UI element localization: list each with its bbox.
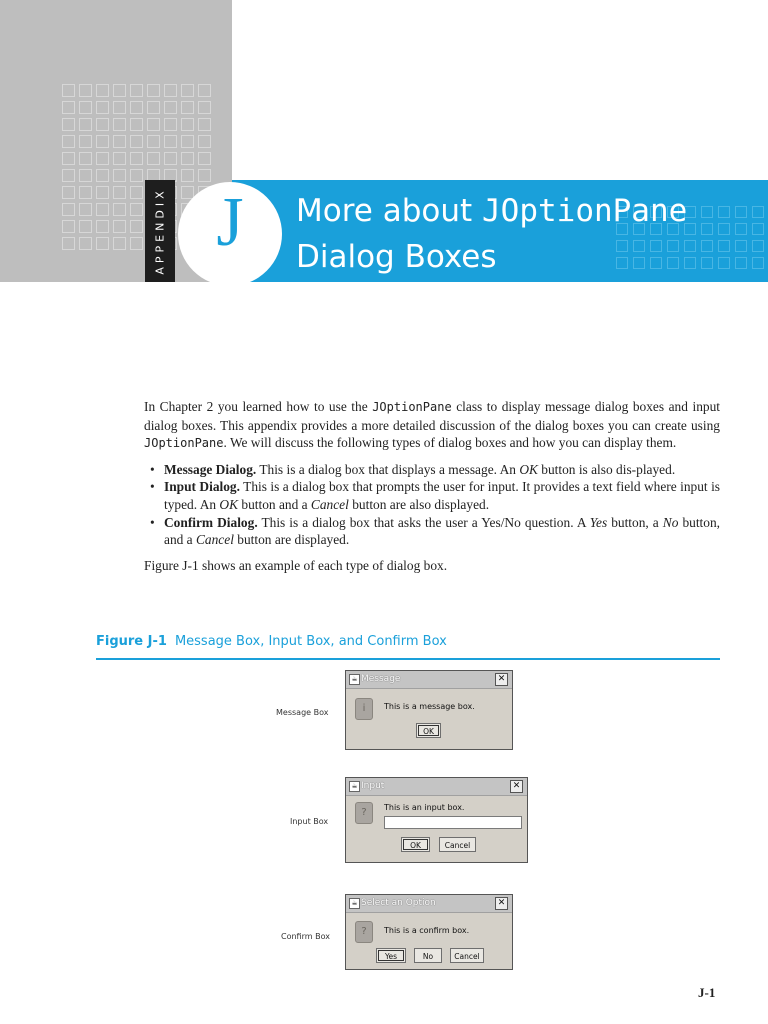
decorative-square bbox=[113, 169, 126, 182]
appendix-tab bbox=[145, 180, 175, 282]
decorative-square bbox=[96, 152, 109, 165]
list-text: This is a dialog box that prompts the user for input. It provides a text field where input is typed. An bbox=[164, 479, 721, 512]
java-cup-icon: ☕ bbox=[349, 674, 360, 685]
decorative-square bbox=[147, 135, 160, 148]
list-text: This is a dialog box that asks the user a Yes/No question. A bbox=[257, 514, 590, 530]
chapter-title-line-2: Dialog Boxes bbox=[296, 239, 497, 275]
decorative-square bbox=[62, 84, 75, 97]
decorative-square bbox=[113, 152, 126, 165]
text-input-field[interactable] bbox=[384, 816, 522, 829]
decorative-square bbox=[752, 223, 764, 235]
decorative-square bbox=[113, 135, 126, 148]
decorative-square bbox=[164, 84, 177, 97]
decorative-square bbox=[198, 169, 211, 182]
decorative-square bbox=[79, 84, 92, 97]
list-text: button, and a bbox=[164, 514, 721, 548]
list-text: button are also displayed. bbox=[348, 496, 490, 512]
decorative-square bbox=[130, 118, 143, 131]
decorative-square bbox=[79, 203, 92, 216]
decorative-square bbox=[735, 257, 747, 269]
decorative-square bbox=[130, 203, 143, 216]
decorative-square bbox=[164, 118, 177, 131]
appendix-letter-badge bbox=[178, 182, 282, 286]
decorative-square bbox=[181, 118, 194, 131]
cancel-button[interactable]: Cancel bbox=[450, 948, 484, 963]
decorative-square bbox=[79, 186, 92, 199]
decorative-square bbox=[62, 152, 75, 165]
list-emphasis: Cancel bbox=[195, 532, 234, 548]
decorative-square bbox=[147, 152, 160, 165]
list-item-input-dialog bbox=[164, 478, 720, 513]
decorative-square bbox=[718, 206, 730, 218]
chapter-title-line-1 bbox=[296, 188, 687, 234]
decorative-square bbox=[96, 203, 109, 216]
decorative-square bbox=[752, 240, 764, 252]
closing-paragraph: Figure J-1 shows an example of each type of dialog box. bbox=[144, 557, 448, 573]
dialog-types-list bbox=[144, 461, 720, 549]
dialog-message: This is an input box. bbox=[384, 803, 465, 812]
appendix-label: APPENDIX bbox=[153, 187, 167, 275]
figure-caption-text: Message Box, Input Box, and Confirm Box bbox=[174, 634, 447, 649]
list-emphasis: OK bbox=[519, 461, 538, 477]
decorative-square bbox=[718, 240, 730, 252]
decorative-square bbox=[130, 84, 143, 97]
title-code: JOptionPane bbox=[482, 193, 688, 229]
list-term: Message Dialog. bbox=[164, 461, 257, 477]
decorative-square bbox=[62, 135, 75, 148]
decorative-square bbox=[130, 152, 143, 165]
list-text: This is a dialog box that displays a message. An bbox=[256, 461, 520, 477]
list-item-message-dialog bbox=[164, 461, 720, 479]
list-item-confirm-dialog bbox=[164, 514, 720, 549]
decorative-square bbox=[62, 203, 75, 216]
dialog-titlebar bbox=[346, 895, 512, 913]
question-icon: ? bbox=[355, 802, 373, 824]
decorative-square bbox=[130, 220, 143, 233]
dialog-title: Input bbox=[361, 781, 385, 791]
intro-text-b: class to display message dialog boxes and input dialog boxes. This appendix provides a more detailed discussion of the dialog boxes you can create using bbox=[144, 399, 721, 433]
chapter-title bbox=[296, 188, 687, 280]
decorative-square bbox=[130, 237, 143, 250]
list-term: Confirm Dialog. bbox=[164, 514, 258, 530]
intro-text-a: In Chapter 2 you learned how to use the bbox=[144, 399, 373, 414]
decorative-square bbox=[79, 220, 92, 233]
decorative-square bbox=[96, 118, 109, 131]
decorative-square bbox=[718, 257, 730, 269]
decorative-square bbox=[113, 84, 126, 97]
cancel-button[interactable]: Cancel bbox=[439, 837, 476, 852]
decorative-square bbox=[164, 101, 177, 114]
question-icon: ? bbox=[355, 921, 373, 943]
list-text: button is also dis-played. bbox=[537, 461, 676, 477]
decorative-square bbox=[130, 186, 143, 199]
decorative-square bbox=[735, 240, 747, 252]
no-button[interactable]: No bbox=[414, 948, 442, 963]
list-text: button and a bbox=[238, 496, 311, 512]
java-cup-icon: ☕ bbox=[349, 781, 360, 792]
decorative-square bbox=[62, 169, 75, 182]
decorative-square bbox=[181, 152, 194, 165]
page-number: J-1 bbox=[698, 985, 716, 1000]
intro-paragraph bbox=[144, 398, 720, 453]
list-emphasis: OK bbox=[219, 496, 239, 512]
dialog-message: This is a message box. bbox=[384, 702, 475, 711]
close-icon[interactable]: ✕ bbox=[495, 897, 508, 910]
decorative-square bbox=[62, 118, 75, 131]
decorative-square bbox=[701, 206, 713, 218]
decorative-square bbox=[96, 101, 109, 114]
dialog-titlebar bbox=[346, 778, 527, 796]
figure-label-message: Message Box bbox=[276, 708, 329, 717]
decorative-square bbox=[147, 84, 160, 97]
confirm-dialog bbox=[345, 894, 513, 970]
decorative-square bbox=[701, 223, 713, 235]
info-icon: i bbox=[355, 698, 373, 720]
decorative-square bbox=[130, 101, 143, 114]
ok-button[interactable]: OK bbox=[401, 837, 430, 852]
decorative-square bbox=[198, 152, 211, 165]
dialog-message: This is a confirm box. bbox=[384, 926, 470, 935]
decorative-square bbox=[198, 84, 211, 97]
decorative-square bbox=[79, 237, 92, 250]
java-cup-icon: ☕ bbox=[349, 898, 360, 909]
decorative-square bbox=[198, 135, 211, 148]
decorative-square bbox=[113, 220, 126, 233]
decorative-square bbox=[62, 237, 75, 250]
appendix-letter: J bbox=[216, 184, 244, 261]
title-text: More about bbox=[296, 193, 482, 229]
decorative-square bbox=[96, 84, 109, 97]
intro-text-c: . We will discuss the following types of dialog boxes and how you can display them. bbox=[223, 435, 677, 451]
close-icon[interactable]: ✕ bbox=[510, 780, 523, 793]
decorative-square bbox=[96, 135, 109, 148]
list-text: button, a bbox=[607, 514, 663, 530]
intro-code-2: JOptionPane bbox=[144, 436, 224, 451]
decorative-square bbox=[113, 203, 126, 216]
list-emphasis: No bbox=[662, 514, 679, 530]
decorative-square bbox=[62, 220, 75, 233]
decorative-square bbox=[96, 237, 109, 250]
decorative-square bbox=[164, 135, 177, 148]
figure-number: Figure J-1 bbox=[96, 634, 167, 649]
decorative-square bbox=[79, 152, 92, 165]
decorative-square bbox=[130, 135, 143, 148]
decorative-square bbox=[735, 206, 747, 218]
decorative-square bbox=[79, 118, 92, 131]
dialog-title: Message bbox=[361, 674, 401, 684]
dialog-title: Select an Option bbox=[361, 898, 436, 908]
decorative-square bbox=[181, 101, 194, 114]
decorative-square bbox=[113, 186, 126, 199]
decorative-square bbox=[181, 135, 194, 148]
close-icon[interactable]: ✕ bbox=[495, 673, 508, 686]
decorative-square bbox=[62, 186, 75, 199]
decorative-square bbox=[79, 169, 92, 182]
ok-button[interactable]: OK bbox=[416, 723, 441, 738]
intro-code-1: JOptionPane bbox=[372, 400, 452, 414]
figure-label-input: Input Box bbox=[290, 817, 329, 826]
decorative-square bbox=[79, 135, 92, 148]
figure-label-confirm: Confirm Box bbox=[281, 932, 330, 941]
decorative-square bbox=[79, 101, 92, 114]
decorative-square bbox=[198, 118, 211, 131]
yes-button[interactable]: Yes bbox=[376, 948, 406, 963]
decorative-square bbox=[113, 237, 126, 250]
decorative-square bbox=[198, 101, 211, 114]
figure-caption bbox=[96, 634, 447, 649]
decorative-square bbox=[735, 223, 747, 235]
decorative-square bbox=[752, 257, 764, 269]
figure-rule bbox=[96, 658, 720, 660]
decorative-square bbox=[752, 206, 764, 218]
decorative-square bbox=[113, 118, 126, 131]
message-dialog bbox=[345, 670, 513, 750]
list-emphasis: Yes bbox=[589, 514, 608, 530]
decorative-square bbox=[147, 118, 160, 131]
list-text: button are displayed. bbox=[233, 532, 350, 548]
decorative-square bbox=[147, 101, 160, 114]
decorative-square bbox=[96, 186, 109, 199]
decorative-square bbox=[62, 101, 75, 114]
decorative-square bbox=[164, 152, 177, 165]
decorative-square bbox=[701, 257, 713, 269]
decorative-square bbox=[96, 220, 109, 233]
decorative-square bbox=[113, 101, 126, 114]
decorative-square bbox=[96, 169, 109, 182]
decorative-square bbox=[181, 84, 194, 97]
decorative-square bbox=[181, 169, 194, 182]
dialog-titlebar bbox=[346, 671, 512, 689]
decorative-square bbox=[718, 223, 730, 235]
decorative-square bbox=[701, 240, 713, 252]
decorative-square bbox=[130, 169, 143, 182]
body-text bbox=[144, 398, 720, 582]
list-emphasis: Cancel bbox=[310, 496, 349, 512]
input-dialog bbox=[345, 777, 528, 863]
list-term: Input Dialog. bbox=[164, 479, 240, 495]
